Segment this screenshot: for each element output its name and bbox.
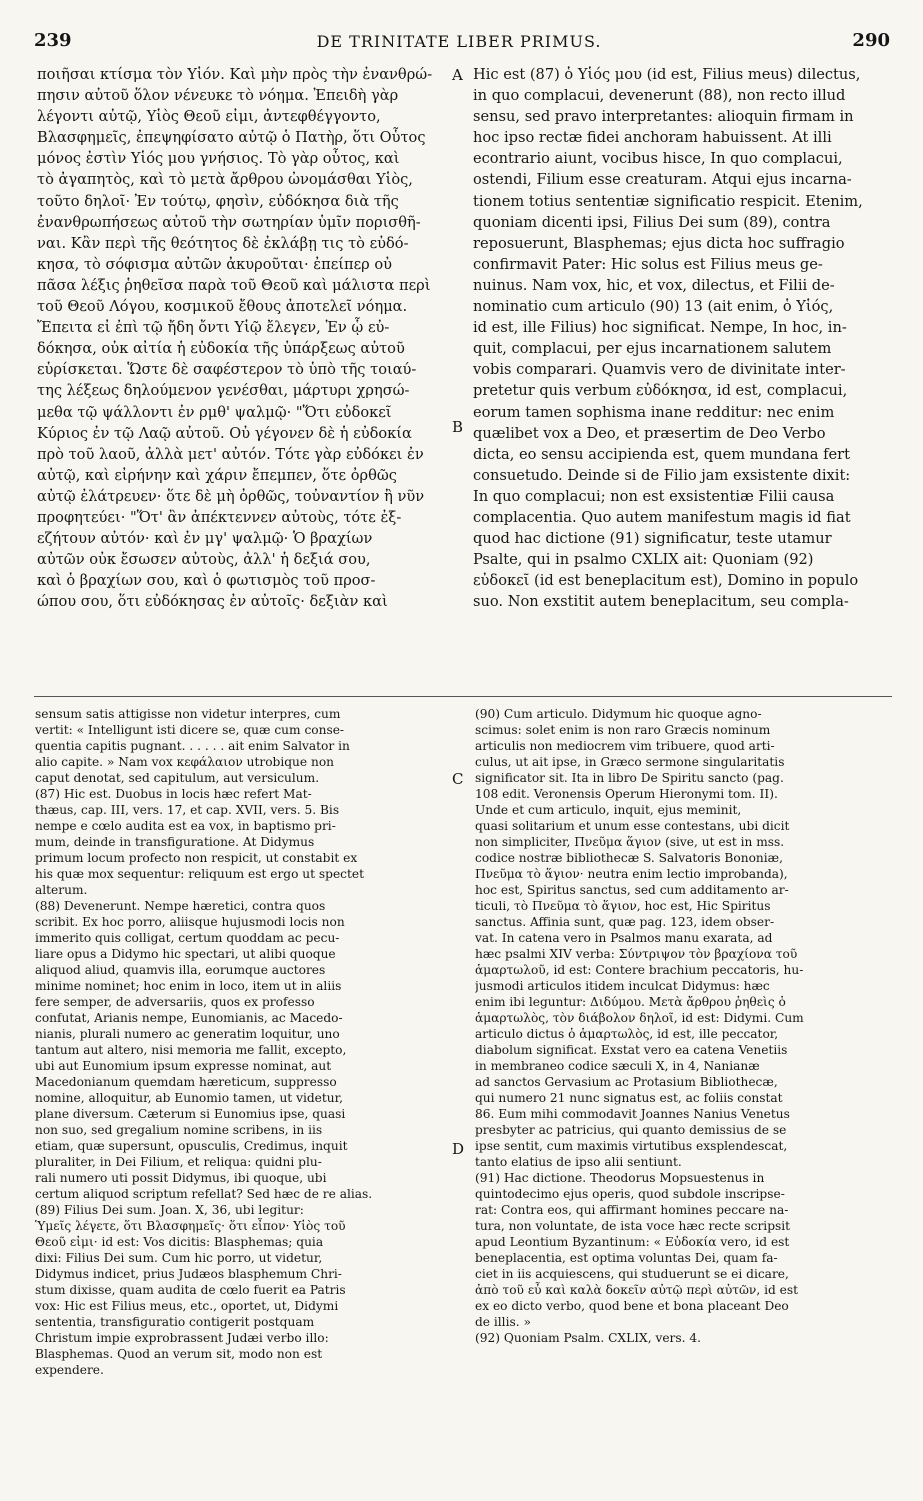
footnote-line: sensum satis attigisse non videtur interpres, cum (35, 707, 341, 721)
page-number-left: 239 (34, 30, 72, 51)
footnote-line: quasi solitarium et unum esse contestans, ubi dicit (475, 819, 790, 833)
footnote-line: hæc psalmi XIV verba: Σύντριψον τὸν βραχίονα τοῦ (475, 947, 798, 961)
footnote-line: presbyter ac patricius, qui quanto demissius de se (475, 1123, 787, 1137)
greek-text-line: της λέξεως δηλούμενον γενέσθαι, μάρτυρι χρησώ- (37, 382, 410, 400)
page-number-right: 290 (852, 30, 890, 51)
footnote-line: quentia capitis pugnant. . . . . . ait enim Salvator in (35, 739, 350, 753)
footnote-line: Ὑμεῖς λέγετε, ὅτι Βλασφημεῖς· ὅτι εἶπον· Υἱὸς τοῦ (35, 1219, 346, 1233)
footnote-line: Macedonianum quemdam hæreticum, suppresso (35, 1075, 337, 1089)
greek-text-line: δόκησα, οὐκ αἰτία ἡ εὐδοκία τῆς ὑπάρξεως αὐτοῦ (37, 340, 405, 358)
footnote-line: Christum impie exprobrassent Judæi verbo illo: (35, 1331, 329, 1345)
latin-text-line: In quo complacui; non est exsistentiæ Filii causa (473, 487, 835, 505)
footnote-line: ipse sentit, cum maximis virtutibus exsplendescat, (475, 1139, 788, 1153)
latin-text-line: nuinus. Nam vox, hic, et vox, dilectus, et Filii de- (473, 276, 835, 294)
footnote-line: Blasphemas. Quod an verum sit, modo non est (35, 1347, 323, 1361)
greek-text-line: ναι. Κἂν περὶ τῆς θεότητος δὲ ἐκλάβῃ τις τὸ εὐδό- (37, 234, 409, 252)
greek-text-line: τὸ ἀγαπητὸς, καὶ τὸ μετὰ ἄρθρου ὠνομάσθαι Υἱὸς, (37, 171, 413, 189)
footnote-line: Didymus indicet, prius Judæos blasphemum Chri- (35, 1267, 342, 1281)
latin-text-line: vobis comparari. Quamvis vero de divinitate inter- (473, 361, 846, 379)
footnote-line: non suo, sed gregalium nomine scribens, in iis (35, 1123, 323, 1137)
footnote-line: scimus: solet enim is non raro Græcis nominum (475, 723, 771, 737)
margin-marker-a: A (452, 66, 463, 84)
greek-text-line: μεθα τῷ ψάλλοντι ἐν ρμθ' ψαλμῷ· "Ὅτι εὐδοκεῖ (37, 403, 392, 421)
greek-text-line: κησα, τὸ σόφισμα αὐτῶν ἀκυροῦται· ἐπείπερ οὐ (37, 255, 393, 273)
footnote-line: caput denotat, sed capitulum, aut versiculum. (35, 771, 320, 785)
footnote-line: tantum aut altero, nisi memoria me fallit, excepto, (35, 1043, 347, 1057)
latin-text-line: quit, complacui, per ejus incarnationem salutem (473, 340, 832, 358)
greek-text-line: εὑρίσκεται. Ὥστε δὲ σαφέστερον τὸ ὑπὸ τῆς τοιαύ- (37, 361, 417, 379)
latin-text-line: reposuerunt, Blasphemas; ejus dicta hoc suffragio (473, 234, 845, 252)
greek-text-line: Ἔπειτα εἰ ἐπὶ τῷ ἤδη ὄντι Υἱῷ ἔλεγεν, Ἐν ᾧ εὐ- (37, 319, 390, 337)
footnote-line: nomine, alloquitur, ab Eunomio tamen, ut videtur, (35, 1091, 343, 1105)
greek-text-line: εζήτουν αὐτόν· καὶ ἐν μγ' ψαλμῷ· Ὁ βραχίων (37, 530, 373, 548)
greek-text-line: τοῦτο δηλοῖ· Ἐν τούτῳ, φησὶν, εὐδόκησα διὰ τῆς (37, 192, 399, 210)
footnote-line: immerito quis colligat, certum quoddam ac pecu- (35, 931, 340, 945)
greek-text-line: Κύριος ἐν τῷ Λαῷ αὐτοῦ. Οὐ γέγονεν δὲ ἡ εὐδοκία (37, 424, 412, 442)
footnote-line: ἁμαρτωλὸς, τὸν διάβολον δηλοῖ, id est: Didymi. Cum (475, 1011, 804, 1025)
latin-text-line: consuetudo. Deinde si de Filio jam exsistente dixit: (473, 466, 851, 484)
footnote-line: aliquod aliud, quamvis illa, eorumque auctores (35, 963, 326, 977)
footnotes-left-column (35, 706, 449, 1378)
margin-marker-d: D (452, 1140, 465, 1158)
footnote-line: 108 edit. Veronensis Operum Hieronymi tom. II). (475, 787, 778, 801)
footnote-line: plane diversum. Cæterum si Eunomius ipse, quasi (35, 1107, 346, 1121)
footnote-line: Πνεῦμα τὸ ἅγιον· neutra enim lectio improbanda), (475, 867, 788, 881)
footnote-line: significator sit. Ita in libro De Spiritu sancto (pag. (475, 771, 784, 785)
footnote-line: vat. In catena vero in Psalmos manu exarata, ad (475, 931, 773, 945)
footnote-line: articulo dictus ὁ ἁμαρτωλὸς, id est, ille peccator, (475, 1027, 779, 1041)
footnote-line: thæus, cap. III, vers. 17, et cap. XVII, vers. 5. Bis (35, 803, 340, 817)
greek-text-line: καὶ ὁ βραχίων σου, καὶ ὁ φωτισμὸς τοῦ προσ- (37, 572, 376, 590)
latin-text-line: Hic est (87) ὁ Υἱός μου (id est, Filius meus) dilectus, (473, 66, 861, 83)
footnote-line: nianis, plurali numero ac generatim loquitur, uno (35, 1027, 340, 1041)
footnote-line: (88) Devenerunt. Nempe hæretici, contra quos (35, 899, 326, 913)
margin-marker-c: C (452, 770, 464, 788)
margin-marker-b: B (452, 418, 464, 436)
footnote-line: quintodecimo ejus operis, quod subdole inscripse- (475, 1187, 785, 1201)
footnote-line: confutat, Arianis nempe, Eunomianis, ac Macedo- (35, 1011, 343, 1025)
footnote-line: enim ibi leguntur: Διδύμου. Μετὰ ἄρθρου ῥηθεὶς ὁ (475, 995, 786, 1009)
footnote-line: fere semper, de adversariis, quos ex professo (35, 995, 315, 1009)
footnote-line: ἀπὸ τοῦ εὖ καὶ καλὰ δοκεῖν αὐτῷ περὶ αὐτῶν, id est (475, 1283, 799, 1297)
footnote-line: tanto elatius de ipso alii sentiunt. (475, 1155, 682, 1169)
footnote-line: certum aliquod scriptum refellat? Sed hæc de re alias. (35, 1187, 373, 1201)
footnote-line: sententia, transfiguratio contigerit postquam (35, 1315, 315, 1329)
footnote-line: ciet in iis acquiescens, qui studuerunt se ei dicare, (475, 1267, 789, 1281)
greek-text-line: αὐτῷ, καὶ εἰρήνην καὶ χάριν ἔπεμπεν, ὅτε ὀρθῶς (37, 466, 397, 484)
footnote-line: 86. Eum mihi commodavit Joannes Nanius Venetus (475, 1107, 790, 1121)
footnote-line: etiam, quæ supersunt, opusculis, Credimus, inquit (35, 1139, 348, 1153)
latin-text-line: dicta, eo sensu accipienda est, quem mundana fert (473, 445, 851, 463)
footnote-line: de illis. » (475, 1315, 531, 1329)
latin-text-line: pretetur quis verbum εὐδόκησα, id est, complacui, (473, 382, 848, 400)
footnote-line: hoc est, Spiritus sanctus, sed cum additamento ar- (475, 883, 789, 897)
greek-text-line: πησιν αὐτοῦ ὅλον νένευκε τὸ νόημα. Ἐπειδὴ γὰρ (37, 87, 399, 105)
footnote-line: primum locum profecto non respicit, ut constabit ex (35, 851, 358, 865)
greek-text-line: ἐνανθρωπήσεως αὐτοῦ τὴν σωτηρίαν ὑμῖν πορισθῆ- (37, 213, 421, 231)
footnote-line: rali numero uti possit Didymus, ibi quoque, ubi (35, 1171, 327, 1185)
footnote-line: sanctus. Affinia sunt, quæ pag. 123, idem obser- (475, 915, 775, 929)
footnote-line: vox: Hic est Filius meus, etc., oportet, ut, Didymi (35, 1299, 339, 1313)
footnote-line: ἁμαρτωλοῦ, id est: Contere brachium peccatoris, hu- (475, 963, 804, 977)
latin-text-line: quod hac dictione (91) significatur, teste utamur (473, 530, 832, 548)
latin-text-line: suo. Non exstitit autem beneplacitum, seu compla- (473, 593, 849, 611)
latin-text-line: ostendi, Filium esse creaturam. Atqui ejus incarna- (473, 171, 852, 189)
latin-text-line: confirmavit Pater: Hic solus est Filius meus ge- (473, 255, 823, 273)
footnote-line: ex eo dicto verbo, quod bene et bona placeant Deo (475, 1299, 789, 1313)
greek-text-line: λέγοντι αὐτῷ, Υἱὸς Θεοῦ εἰμι, ἀντεφθέγγοντο, (37, 108, 381, 126)
greek-text-line: αὐτῶν οὐκ ἔσωσεν αὐτοὺς, ἀλλ' ἡ δεξιά σου, (37, 551, 371, 569)
greek-text-line: προφητεύει· "Ὅτ' ἂν ἀπέκτεννεν αὐτοὺς, τότε ἐξ- (37, 508, 402, 526)
footnote-line: (89) Filius Dei sum. Joan. X, 36, ubi legitur: (35, 1203, 304, 1217)
running-title: DE TRINITATE LIBER PRIMUS. (316, 32, 602, 51)
footnote-line: ticuli, τὸ Πνεῦμα τὸ ἅγιον, hoc est, Hic Spiritus (475, 899, 771, 913)
footnote-line: nempe e cœlo audita est ea vox, in baptismo pri- (35, 819, 336, 833)
latin-text-line: Psalte, qui in psalmo CXLIX ait: Quoniam (92) (473, 551, 814, 569)
footnote-line: culus, ut ait ipse, in Græco sermone singularitatis (475, 755, 785, 769)
footnote-line: in membraneo codice sæculi X, in 4, Nanianæ (475, 1059, 760, 1073)
latin-text-line: id est, ille Filius) hoc significat. Nempe, In hoc, in- (473, 319, 847, 337)
latin-text-line: quælibet vox a Deo, et præsertim de Deo Verbo (473, 424, 826, 442)
footnote-line: his quæ mox sequentur: reliquum est ergo ut spectet (35, 867, 365, 881)
latin-text-line: quoniam dicenti ipsi, Filius Dei sum (89), contra (473, 213, 831, 231)
footnote-line: (90) Cum articulo. Didymum hic quoque agno- (475, 707, 762, 721)
footnote-divider (34, 696, 892, 697)
footnote-line: minime nominet; hoc enim in loco, item ut in aliis (35, 979, 342, 993)
footnote-line: pluraliter, in Dei Filium, et reliqua: quidni plu- (35, 1155, 322, 1169)
latin-text-line: in quo complacui, devenerunt (88), non recto illud (473, 87, 846, 105)
latin-text-line: nominatio cum articulo (90) 13 (ait enim, ὁ Υἱός, (473, 298, 834, 316)
greek-text-line: πρὸ τοῦ λαοῦ, ἀλλὰ μετ' αὐτόν. Τότε γὰρ εὐδόκει ἐν (37, 445, 424, 463)
footnote-line: stum dixisse, quam audita de cœlo fuerit ea Patris (35, 1283, 346, 1297)
footnote-line: codice nostræ bibliothecæ S. Salvatoris Bononiæ, (475, 851, 783, 865)
footnote-line: diabolum significat. Exstat vero ea catena Venetiis (475, 1043, 788, 1057)
footnote-line: ubi aut Eunomium ipsum expresse nominat, aut (35, 1059, 332, 1073)
footnote-line: rat: Contra eos, qui affirmant homines peccare na- (475, 1203, 789, 1217)
footnote-line: liare opus a Didymo hic spectari, ut alibi quoque (35, 947, 336, 961)
footnote-line: expendere. (35, 1363, 104, 1377)
footnote-line: non simpliciter, Πνεῦμα ἅγιον (sive, ut est in mss. (475, 835, 785, 849)
greek-text-line: αὐτῷ ἐλάτρευεν· ὅτε δὲ μὴ ὀρθῶς, τοὐναντίον ἢ νῦν (37, 487, 425, 505)
latin-text-line: εὐδοκεῖ (id est beneplacitum est), Domino in populo (473, 572, 859, 590)
latin-text-line: eorum tamen sophisma inane redditur: nec enim (473, 403, 835, 421)
footnote-line: (91) Hac dictione. Theodorus Mopsuestenus in (475, 1171, 765, 1185)
footnote-line: scribit. Ex hoc porro, aliisque hujusmodi locis non (35, 915, 345, 929)
greek-text-column (37, 64, 447, 612)
latin-text-line: complacentia. Quo autem manifestum magis id fiat (473, 508, 851, 526)
running-header (28, 30, 890, 54)
footnote-line: dixi: Filius Dei sum. Cum hic porro, ut videtur, (35, 1251, 323, 1265)
greek-text-line: πᾶσα λέξις ῥηθεῖσα παρὰ τοῦ Θεοῦ καὶ μάλιστα περὶ (37, 276, 431, 294)
footnotes-right-column (475, 706, 891, 1346)
footnote-line: (92) Quoniam Psalm. CXLIX, vers. 4. (475, 1331, 701, 1345)
footnote-line: apud Leontium Byzantinum: « Εὐδοκία vero, id est (475, 1235, 790, 1249)
footnote-line: beneplacentia, est optima voluntas Dei, quam fa- (475, 1251, 778, 1265)
footnote-line: vertit: « Intelligunt isti dicere se, quæ cum conse- (35, 723, 345, 737)
footnote-line: (87) Hic est. Duobus in locis hæc refert Mat- (35, 787, 312, 801)
footnote-line: articulis non mediocrem vim tribuere, quod arti- (475, 739, 775, 753)
greek-text-line: τοῦ Θεοῦ Λόγου, κοσμικοῦ ἔθους ἀποτελεῖ νόημα. (37, 298, 408, 316)
latin-text-line: sensu, sed pravo interpretantes: alioquin firmam in (473, 108, 854, 126)
footnote-line: jusmodi articulos itidem inculcat Didymus: hæc (475, 979, 770, 993)
latin-text-line: econtrario aiunt, vocibus hisce, In quo complacui, (473, 150, 843, 168)
footnote-line: qui numero 21 nunc signatus est, ac foliis constat (475, 1091, 783, 1105)
greek-text-line: μόνος ἐστὶν Υἱός μου γνήσιος. Τὸ γὰρ οὗτος, καὶ (37, 150, 400, 168)
footnote-line: Θεοῦ εἰμι· id est: Vos dicitis: Blasphemas; quia (35, 1235, 324, 1249)
latin-text-line: hoc ipso rectæ fidei anchoram habuissent. At illi (473, 129, 832, 147)
footnote-line: Unde et cum articulo, inquit, ejus meminit, (475, 803, 742, 817)
greek-text-line: Βλασφημεῖς, ἐπεψηφίσατο αὐτῷ ὁ Πατὴρ, ὅτι Οὗτος (37, 129, 426, 147)
footnote-line: mum, deinde in transfiguratione. At Didymus (35, 835, 315, 849)
greek-text-line: ώπου σου, ὅτι εὐδόκησας ἐν αὐτοῖς· δεξιὰν καὶ (37, 593, 388, 611)
greek-text-line: ποιῆσαι κτίσμα τὸν Υἱόν. Καὶ μὴν πρὸς τὴν ἐνανθρώ- (37, 66, 433, 83)
latin-text-line: tionem totius sententiæ significatio respicit. Etenim, (473, 192, 863, 210)
footnote-line: ad sanctos Gervasium ac Protasium Bibliothecæ, (475, 1075, 778, 1089)
footnote-line: alio capite. » Nam vox κεφάλαιον utrobique non (35, 755, 335, 769)
footnote-line: tura, non voluntate, de ista voce hæc recte scripsit (475, 1219, 791, 1233)
latin-text-column (473, 64, 891, 612)
footnote-line: alterum. (35, 883, 88, 897)
